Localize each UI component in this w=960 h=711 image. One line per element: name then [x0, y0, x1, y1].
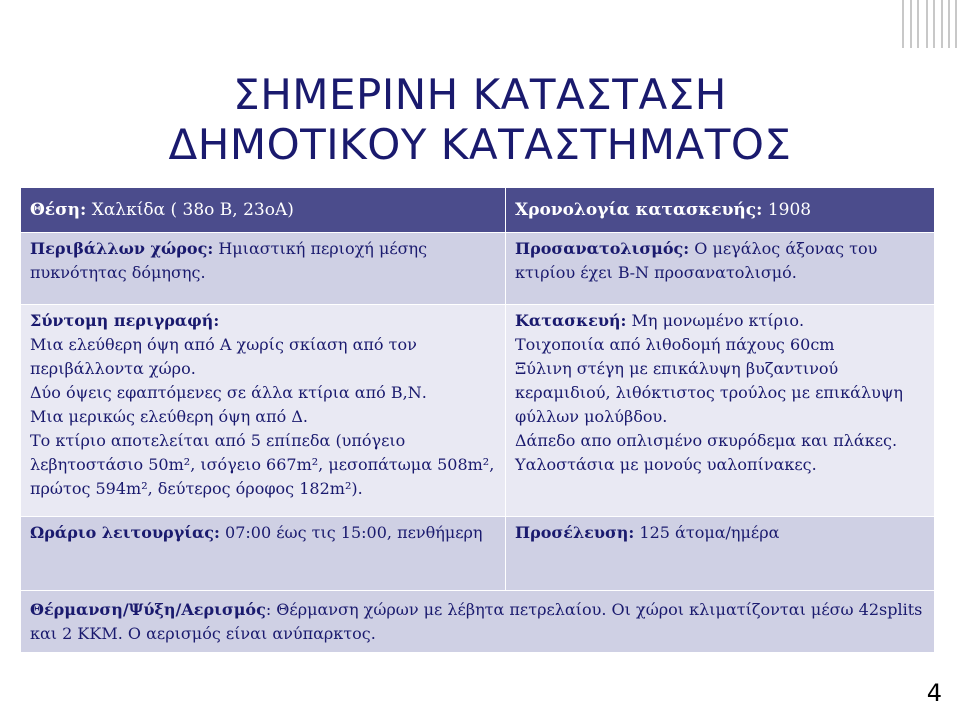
description-line: Δύο όψεις εφαπτόμενες σε άλλα κτίρια από Β,Ν.: [30, 383, 427, 402]
year-cell: [506, 188, 935, 233]
construction-line: Δάπεδο απο οπλισμένο σκυρόδεμα και πλάκες.: [515, 431, 898, 450]
attendance-cell: [506, 517, 935, 591]
building-info-table: [20, 187, 935, 653]
table-row: [21, 233, 935, 305]
hvac-label: Θέρμανση/Ψύξη/Αερισμός: [30, 599, 266, 619]
construction-label: Κατασκευή:: [515, 311, 627, 330]
year-label: Χρονολογία κατασκευής:: [515, 200, 763, 220]
construction-value: Μη μονωμένο κτίριο.: [631, 311, 805, 330]
orientation-value: Ο μεγάλος άξονας του κτιρίου έχει Β-Ν προσανατολισμό.: [515, 239, 878, 282]
description-cell: [21, 305, 506, 517]
attendance-label: Προσέλευση:: [515, 523, 635, 542]
title-line-1: ΣΗΜΕΡΙΝΗ ΚΑΤΑΣΤΑΣΗ: [233, 70, 727, 119]
year-value: 1908: [767, 200, 812, 220]
location-label: Θέση:: [30, 200, 87, 220]
page-title: [160, 70, 800, 170]
page-number: 4: [926, 679, 942, 707]
surroundings-label: Περιβάλλων χώρος:: [30, 239, 214, 258]
table-row: [21, 517, 935, 591]
construction-heading: [515, 309, 925, 333]
corner-decoration: [900, 0, 960, 50]
hours-value: 07:00 έως τις 15:00, πενθήμερη: [225, 523, 483, 542]
description-line: Μια μερικώς ελεύθερη όψη από Δ.: [30, 407, 308, 426]
table-header-row: [21, 188, 935, 233]
table-row: [21, 591, 935, 653]
construction-cell: [506, 305, 935, 517]
construction-line: Ξύλινη στέγη με επικάλυψη βυζαντινού κεραμιδιού, λιθόκτιστος τρούλος με επικάλυψη φύλλων μολύβδου.: [515, 359, 903, 426]
location-value: Χαλκίδα ( 38ο Β, 23οΑ): [91, 200, 294, 220]
hours-label: Ωράριο λειτουργίας:: [30, 523, 220, 542]
orientation-label: Προσανατολισμός:: [515, 239, 690, 258]
attendance-value: 125 άτομα/ημέρα: [639, 523, 780, 542]
table-row: [21, 305, 935, 517]
surroundings-value: Ημιαστική περιοχή μέσης πυκνότητας δόμησης.: [30, 239, 428, 282]
description-label: Σύντομη περιγραφή:: [30, 311, 220, 330]
description-line: Το κτίριο αποτελείται από 5 επίπεδα (υπόγειο λεβητοστάσιο 50m², ισόγειο 667m², μεσοπάτωμα 508m², πρώτος 594m², δεύτερος όροφος 182m²).: [30, 431, 495, 498]
hvac-cell: [21, 591, 935, 653]
hours-cell: [21, 517, 506, 591]
hvac-value: : Θέρμανση χώρων με λέβητα πετρελαίου. Οι χώροι κλιματίζονται μέσω 42splits και 2 ΚΚΜ. Ο αερισμός είναι ανύπαρκτος.: [30, 599, 923, 643]
description-line: Μια ελεύθερη όψη από Α χωρίς σκίαση από τον περιβάλλοντα χώρο.: [30, 335, 417, 378]
construction-line: Υαλοστάσια με μονούς υαλοπίνακες.: [515, 455, 817, 474]
orientation-cell: [506, 233, 935, 305]
construction-line: Τοιχοποιία από λιθοδομή πάχους 60cm: [515, 335, 835, 354]
location-cell: [21, 188, 506, 233]
title-line-2: ΔΗΜΟΤΙΚΟΥ ΚΑΤΑΣΤΗΜΑΤΟΣ: [168, 120, 792, 169]
surroundings-cell: [21, 233, 506, 305]
